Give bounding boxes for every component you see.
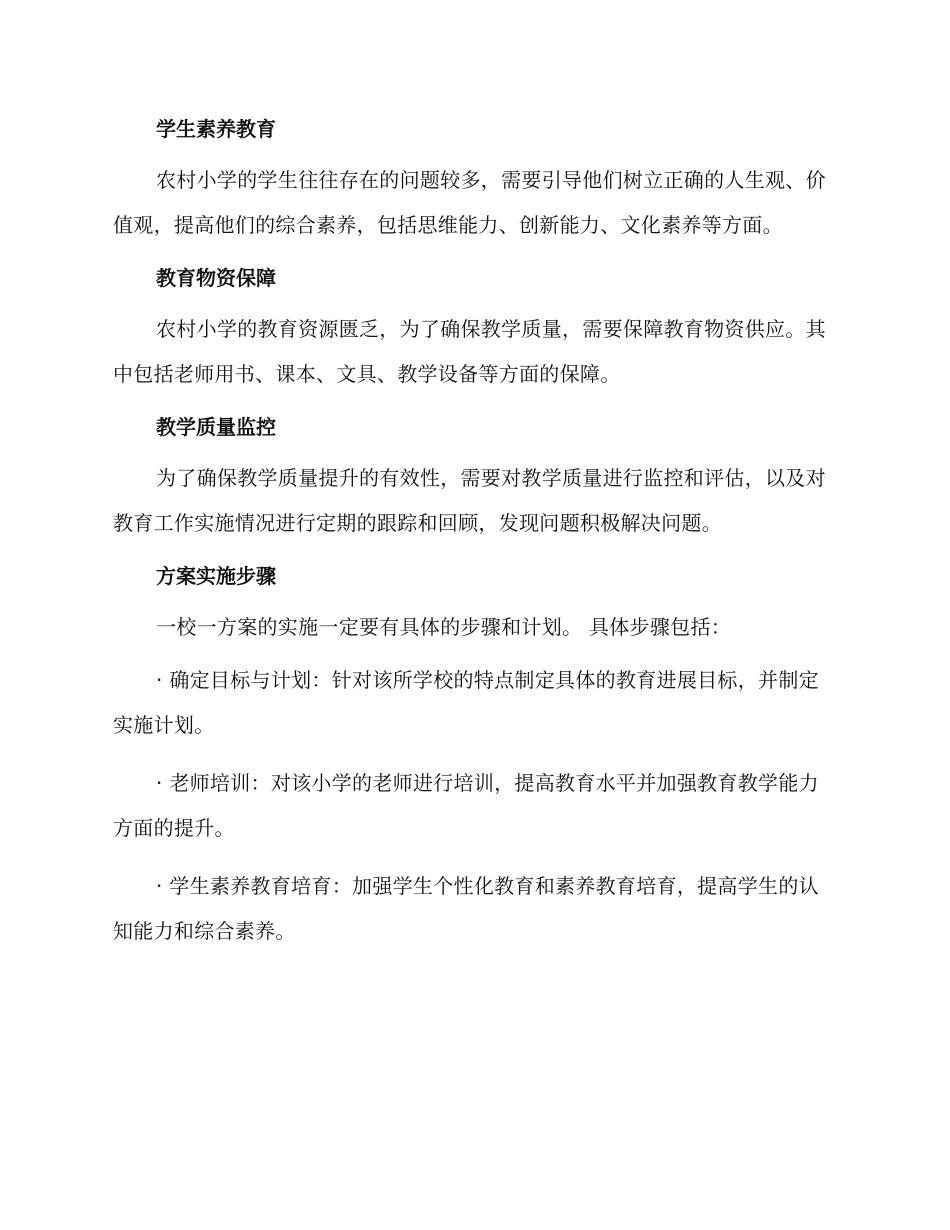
section-paragraph: 一校一方案的实施一定要有具体的步骤和计划。 具体步骤包括： bbox=[156, 615, 732, 639]
section-heading: 教育物资保障 bbox=[156, 266, 276, 290]
section-heading: 学生素养教育 bbox=[156, 117, 276, 141]
section-heading: 教学质量监控 bbox=[156, 415, 276, 439]
section-paragraph: 农村小学的学生往往存在的问题较多，需要引导他们树立正确的人生观、价值观，提高他们的综合素养，包括思维能力、创新能力、文化素养等方面。 bbox=[113, 168, 826, 237]
section-implementation-steps bbox=[113, 559, 833, 954]
section-heading: 方案实施步骤 bbox=[156, 564, 276, 588]
list-item: · 学生素养教育培育：加强学生个性化教育和素养教育培育，提高学生的认知能力和综合素养。 bbox=[113, 874, 819, 943]
list-item: · 确定目标与计划：针对该所学校的特点制定具体的教育进展目标，并制定实施计划。 bbox=[113, 668, 819, 737]
document-body bbox=[113, 112, 833, 967]
section-paragraph: 农村小学的教育资源匮乏，为了确保教学质量，需要保障教育物资供应。其中包括老师用书、课本、文具、教学设备等方面的保障。 bbox=[113, 317, 826, 386]
section-paragraph: 为了确保教学质量提升的有效性，需要对教学质量进行监控和评估，以及对教育工作实施情况进行定期的跟踪和回顾，发现问题积极解决问题。 bbox=[113, 466, 826, 535]
section-materials-guarantee bbox=[113, 261, 833, 397]
section-student-literacy bbox=[113, 112, 833, 248]
list-item: · 老师培训：对该小学的老师进行培训，提高教育水平并加强教育教学能力方面的提升。 bbox=[113, 771, 819, 840]
section-quality-monitoring bbox=[113, 410, 833, 546]
